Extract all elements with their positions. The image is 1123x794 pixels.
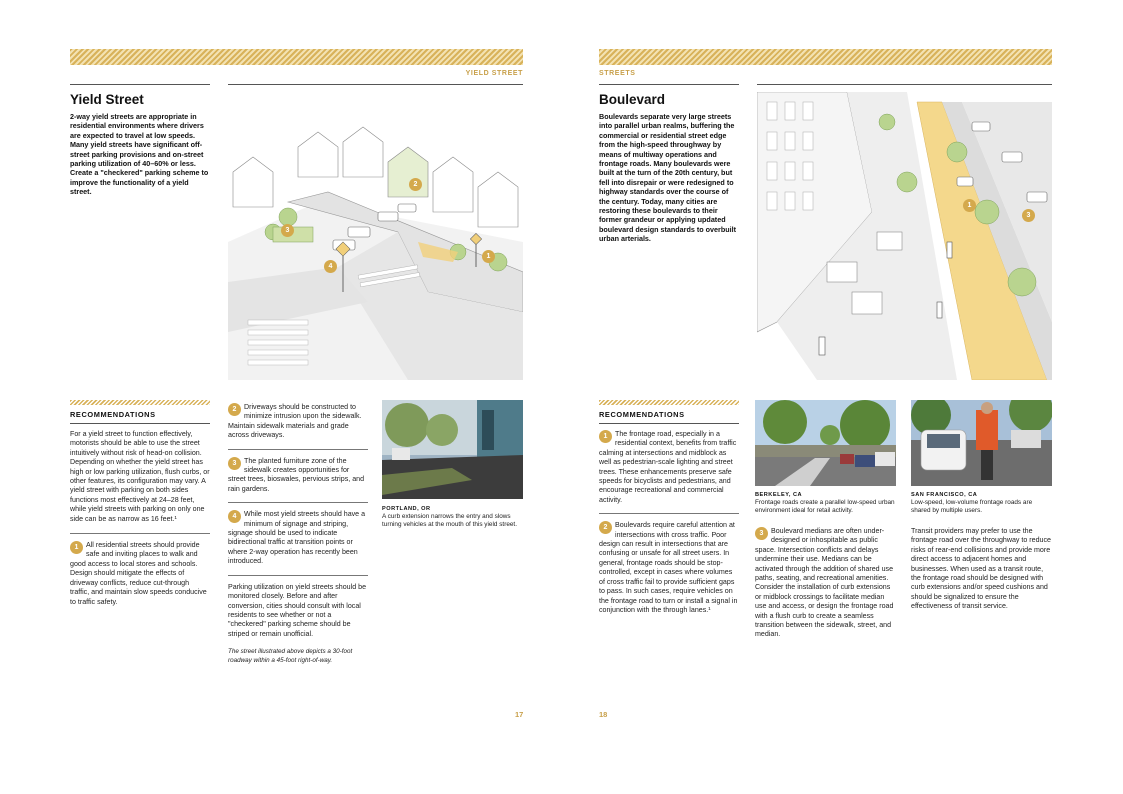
- callout-badge: 3: [1022, 209, 1035, 222]
- right-rec-hatch: [599, 400, 739, 405]
- left-intro: 2-way yield streets are appropriate in residential environments where drivers are expected to travel at low speeds. Many yield streets have significant off-street parking provisions and on-street parking utilization of 40–60% or less. Create a "checkered" parking scheme to improve the functionality of a yield street.: [70, 112, 209, 197]
- separator: [228, 449, 368, 450]
- rec-item-text: While most yield streets should have a minimum of signage and striping, signage should be used to indicate bidirectional traffic at transition points or where 2-way operation has recently been introduced.: [228, 510, 366, 566]
- photo-location: BERKELEY, CA: [755, 492, 803, 498]
- berkeley-caption: [755, 491, 896, 516]
- left-rec-title: RECOMMENDATIONS: [70, 410, 156, 419]
- rec-item-text: Boulevard medians are often under-designed or inhospitable as public space. Intersection conflicts and delays undermine their use. Medians can be activated through the addition of shared use paths, seating, and recreational amenities. Consider the installation of curb extensions or midblock crossings to facilitate median use and access, or design the frontage road with a flush curb to create a seamless transition between the sidewalk, street, and median.: [755, 527, 894, 639]
- right-col3-para: Transit providers may prefer to use the frontage road over the throughway to reduce risks of rear-end collisions and provide more direct access to adjacent homes and businesses. When used as a transit route, the frontage road should be designed with curb extensions and/or speed cushions and should be signalized to ensure the effectiveness of transit service.: [911, 527, 1051, 611]
- boulevard-illustration: [757, 92, 1052, 380]
- photo-caption-text: Low-speed, low-volume frontage roads are shared by multiple users.: [911, 499, 1033, 515]
- portland-caption: [382, 505, 523, 530]
- berkeley-photo: [755, 400, 896, 486]
- callout-badge: 1: [482, 250, 495, 263]
- yield-street-illustration: [228, 92, 523, 380]
- photo-location: SAN FRANCISCO, CA: [911, 492, 978, 498]
- number-badge: 3: [228, 457, 241, 470]
- number-badge: 3: [755, 527, 768, 540]
- left-page-title: Yield Street: [70, 92, 144, 107]
- right-col2: [755, 527, 896, 648]
- right-intro: Boulevards separate very large streets into parallel urban realms, buffering the commercial or residential street edge from the high-speed throughway by means of multiway operations and frontage roads. Many boulevards were built at the turn of the 20th century, but fell into disrepair or were redesigned to highway standards over the course of the century. Today, many cities are restoring these boulevards to their former grandeur or applying updated boulevard design standards to overbuilt urban arterials.: [599, 112, 736, 244]
- right-illus-rule: [757, 84, 1052, 85]
- photo-caption-text: A curb extension narrows the entry and slows turning vehicles at the mouth of this yield street.: [382, 513, 517, 529]
- left-illus-rule: [228, 84, 523, 85]
- rec-item-text: The frontage road, especially in a residential context, benefits from traffic calming at intersections and midblock as well as pedestrian-scale lighting and street trees. These enhancements preserve safe speeds for bicyclists and pedestrians, and encourage recreational and commercial activity.: [599, 430, 737, 504]
- left-col2: [228, 403, 368, 674]
- callout-badge: 3: [281, 224, 294, 237]
- portland-photo-drawing: [382, 400, 523, 499]
- number-badge: 4: [228, 510, 241, 523]
- san-francisco-photo: [911, 400, 1052, 486]
- left-section-label: YIELD STREET: [465, 70, 523, 77]
- number-badge: 2: [599, 521, 612, 534]
- yield-street-drawing: [228, 92, 523, 380]
- rec-item-1: [70, 541, 210, 607]
- right-col1: [599, 430, 739, 623]
- callout-badge: 1: [963, 199, 976, 212]
- rec-item-text: Driveways should be constructed to minimize intrusion upon the sidewalk. Maintain sidewalk materials and grade across driveways.: [228, 403, 362, 440]
- portland-photo: [382, 400, 523, 499]
- left-col1-para: For a yield street to function effectively, motorists should be able to use the street intuitively without risk of head-on collision. Depending on whether the yield street has high or low parking utilization, flush curbs, or other features, its configuration may vary. A yield street with parking on both sides functions most effectively at 24–28 feet, while yield streets with parking on only one side can be as narrow as 16 feet.¹: [70, 430, 210, 523]
- rec-item-text: All residential streets should provide safe and inviting places to walk and good access to local stores and schools. Design should mitigate the effects of driveway conflicts, reduce cut-through traffic, and maintain slow speeds conducive to traffic safety.: [70, 541, 207, 606]
- right-rec-rule: [599, 423, 739, 424]
- left-title-rule: [70, 84, 210, 85]
- rec-item-text: Boulevards require careful attention at intersections with cross traffic. Poor design can result in intersections that are confusing or unsafe for all street users. In general, frontage roads should be stop-controlled, except in cases where volumes of cross traffic fail to provide sufficient gaps to pass. In such cases, require vehicles on the frontage road to turn or install a signal in conjunction with the through lanes.¹: [599, 521, 738, 614]
- callout-badge: 2: [409, 178, 422, 191]
- left-page-number: 17: [515, 710, 524, 719]
- rec-item-2: [228, 403, 368, 441]
- right-rec-title: RECOMMENDATIONS: [599, 410, 685, 419]
- rec-item-3: [228, 457, 368, 495]
- photo-caption-text: Frontage roads create a parallel low-speed urban environment ideal for retail activity.: [755, 499, 895, 515]
- right-header-hatch: [599, 49, 1052, 65]
- callout-badge: 4: [324, 260, 337, 273]
- left-rec-rule: [70, 423, 210, 424]
- separator: [70, 533, 210, 534]
- rec-item-4: [228, 510, 368, 566]
- right-title-rule: [599, 84, 739, 85]
- number-badge: 1: [599, 430, 612, 443]
- boulevard-drawing: [757, 92, 1052, 380]
- number-badge: 1: [70, 541, 83, 554]
- right-section-label: STREETS: [599, 70, 636, 77]
- left-col2-para: Parking utilization on yield streets should be monitored closely. Before and after conversion, cities should consult with local residents to see whether or not a "checkered" parking scheme should be striped or remain unofficial.: [228, 582, 367, 638]
- separator: [228, 575, 368, 576]
- rec-item-1: [599, 430, 739, 505]
- berkeley-photo-drawing: [755, 400, 896, 486]
- right-page-title: Boulevard: [599, 92, 666, 107]
- san-francisco-caption: [911, 491, 1052, 516]
- separator: [599, 513, 739, 514]
- number-badge: 2: [228, 403, 241, 416]
- san-francisco-photo-drawing: [911, 400, 1052, 486]
- right-col3: [911, 527, 1052, 621]
- rec-item-text: The planted furniture zone of the sidewalk creates opportunities for street trees, bioswales, pervious strips, and rain gardens.: [228, 456, 365, 493]
- right-page-number: 18: [599, 710, 608, 719]
- separator: [228, 502, 368, 503]
- rec-item-2: [599, 521, 739, 615]
- illustration-note: The street illustrated above depicts a 30-foot roadway within a 45-foot right-of-way.: [228, 648, 353, 664]
- left-rec-hatch: [70, 400, 210, 405]
- rec-item-3: [755, 527, 896, 640]
- left-col1: [70, 430, 210, 615]
- left-header-hatch: [70, 49, 523, 65]
- photo-location: PORTLAND, OR: [382, 506, 431, 512]
